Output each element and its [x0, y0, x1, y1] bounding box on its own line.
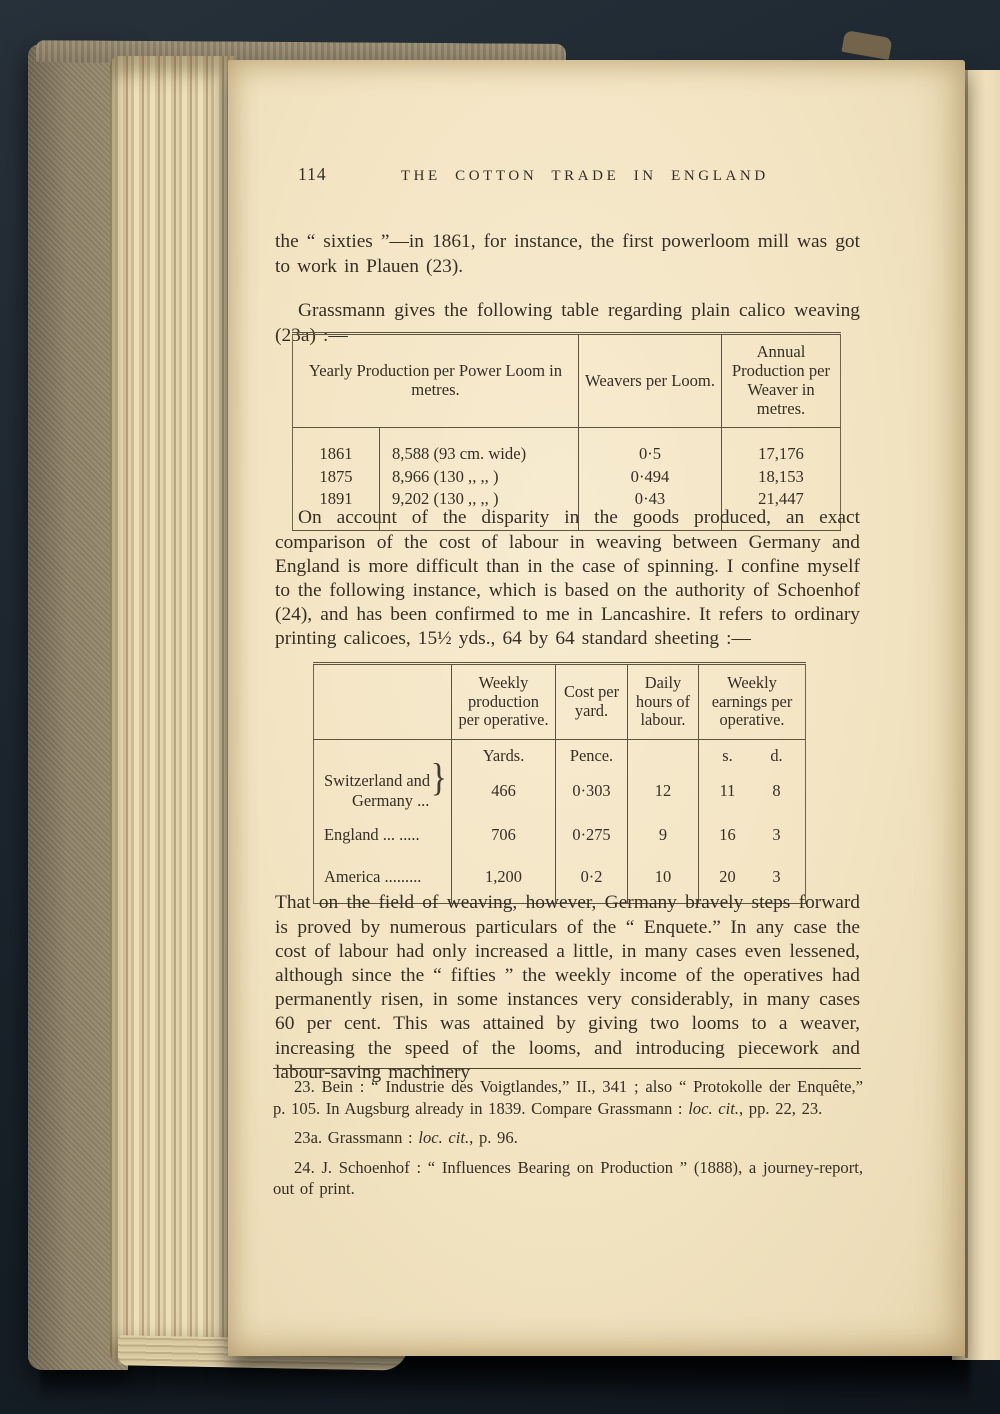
footnote-23a — [273, 1127, 863, 1149]
page-stack-edge — [110, 56, 234, 1364]
earnings-shillings: 16 — [719, 824, 736, 844]
paragraph-grassmann-intro: Grassmann gives the following table regarding plain calico weaving (23a) :— — [275, 300, 860, 346]
earnings-shillings: 11 — [719, 780, 736, 800]
weavers-cell: 0·43 — [579, 488, 722, 530]
weavers-cell: 0·5 — [579, 428, 722, 466]
brace-glyph: } — [430, 756, 447, 800]
earnings-shillings: 20 — [719, 866, 736, 886]
paragraph-sixties: the “ sixties ”—in 1861, for instance, the first powerloom mill was got to work in Plauen (23). — [275, 231, 860, 277]
footnote-24 — [273, 1157, 863, 1200]
year-cell: 1875 — [293, 466, 380, 489]
table-row — [293, 428, 841, 466]
page-number: 114 — [298, 164, 327, 184]
cost-cell: 0·275 — [556, 814, 628, 856]
units-row — [314, 739, 806, 768]
production-table — [292, 332, 841, 531]
country-line1: Switzerland and — [324, 770, 431, 790]
cost-table-header — [314, 664, 806, 740]
production-table-header — [293, 334, 841, 428]
col-header-cost-per-yard: Cost per yard. — [556, 664, 628, 740]
year-cell: 1861 — [293, 428, 380, 466]
year-cell: 1891 — [293, 488, 380, 530]
earnings-pence: 3 — [772, 866, 781, 886]
earnings-cell — [699, 768, 806, 814]
footnotes — [273, 1076, 863, 1208]
production-cell: 8,588 (93 cm. wide) — [380, 428, 579, 466]
weekly-production-cell: 466 — [452, 768, 556, 814]
running-header — [298, 164, 843, 186]
running-title: THE COTTON TRADE IN ENGLAND — [400, 168, 769, 184]
col-header-weavers-per-loom: Weavers per Loom. — [579, 334, 722, 428]
units-s-d — [699, 739, 806, 768]
annual-cell: 18,153 — [758, 466, 804, 486]
earnings-cell — [699, 814, 806, 856]
col-header-weekly-production: Weekly production per operative. — [452, 664, 556, 740]
country-cell: America ......... — [314, 856, 452, 904]
weekly-production-cell: 1,200 — [452, 856, 556, 904]
hours-cell: 10 — [628, 856, 699, 904]
footnote-text: 23. Bein : “ Industrie des Voigtlandes,” II., 341 ; also “ Protokolle der Enquête,” p. 105. In Augsburg already in 1839. Compare Grassmann : — [273, 1077, 863, 1118]
footnote-text-italic: loc. cit. — [688, 1098, 739, 1118]
production-cell: 8,966 (130 ,, ,, ) — [380, 466, 579, 489]
cost-cell: 0·303 — [556, 768, 628, 814]
col-header-country — [314, 664, 452, 740]
annual-cell: 21,447 — [758, 489, 804, 508]
footnote-rule — [273, 1068, 861, 1069]
book-cover-corner — [841, 30, 892, 60]
country-line2: Germany ... — [352, 790, 430, 810]
col-header-annual-production: Annual Production per Weaver in metres. — [722, 334, 841, 428]
weekly-production-cell: 706 — [452, 814, 556, 856]
table-row — [293, 466, 841, 489]
footnote-text: , p. 96. — [469, 1128, 518, 1148]
earnings-pence: 8 — [772, 780, 781, 800]
units-pence: Pence. — [556, 739, 628, 768]
hours-cell: 9 — [628, 814, 699, 856]
table-row — [314, 768, 806, 814]
page-gutter-crease — [965, 70, 968, 1358]
footnote-text: 23a. Grassmann : — [294, 1128, 419, 1148]
book-page — [228, 60, 965, 1356]
earnings-pence: 3 — [772, 824, 781, 844]
col-header-daily-hours: Daily hours of labour. — [628, 664, 699, 740]
table-row — [314, 814, 806, 856]
cost-cell: 0·2 — [556, 856, 628, 904]
units-blank — [628, 739, 699, 768]
weavers-cell: 0·494 — [579, 466, 722, 489]
units-pence-label: d. — [770, 745, 783, 765]
country-cell — [314, 756, 452, 814]
footnote-23 — [273, 1076, 863, 1119]
footnote-text: , pp. 22, 23. — [739, 1098, 823, 1118]
country-cell: England ... ..... — [314, 814, 452, 856]
footnote-text-italic: loc. cit. — [418, 1128, 470, 1148]
annual-cell: 17,176 — [758, 444, 804, 463]
col-header-yearly-production: Yearly Production per Power Loom in metres. — [293, 334, 579, 428]
paragraph-enquete: That on the field of weaving, however, Germany bravely steps forward is proved by numerous particulars of the “ Enquete.” In any case the cost of labour had only increased a little, in many cases even lessened, although since the “ fifties ” the weekly income of the operatives had permanently risen, in some instances very considerably, in many cases 60 per cent. This was attained by giving two looms to a weaver, increasing the speed of the looms, and introducing piecework and labour-saving machinery — [275, 892, 860, 1083]
units-shillings: s. — [722, 745, 733, 765]
footnote-text: 24. J. Schoenhof : “ Influences Bearing on Production ” (1888), a journey-report, out of print. — [273, 1157, 863, 1199]
hours-cell: 12 — [628, 768, 699, 814]
paragraph-disparity: On account of the disparity in the goods produced, an exact comparison of the cost of labour in weaving between Germany and England is more difficult than in the case of spinning. I confine myself to the following instance, which is based on the authority of Schoenhof (24), and has been confirmed to me in Lancashire. It refers to ordinary printing calicoes, 15½ yds., 64 by 64 standard sheeting :— — [275, 507, 860, 650]
units-yards: Yards. — [452, 739, 556, 768]
production-cell: 9,202 (130 ,, ,, ) — [380, 488, 579, 530]
col-header-weekly-earnings: Weekly earnings per operative. — [699, 664, 806, 740]
cost-comparison-table — [313, 662, 806, 904]
